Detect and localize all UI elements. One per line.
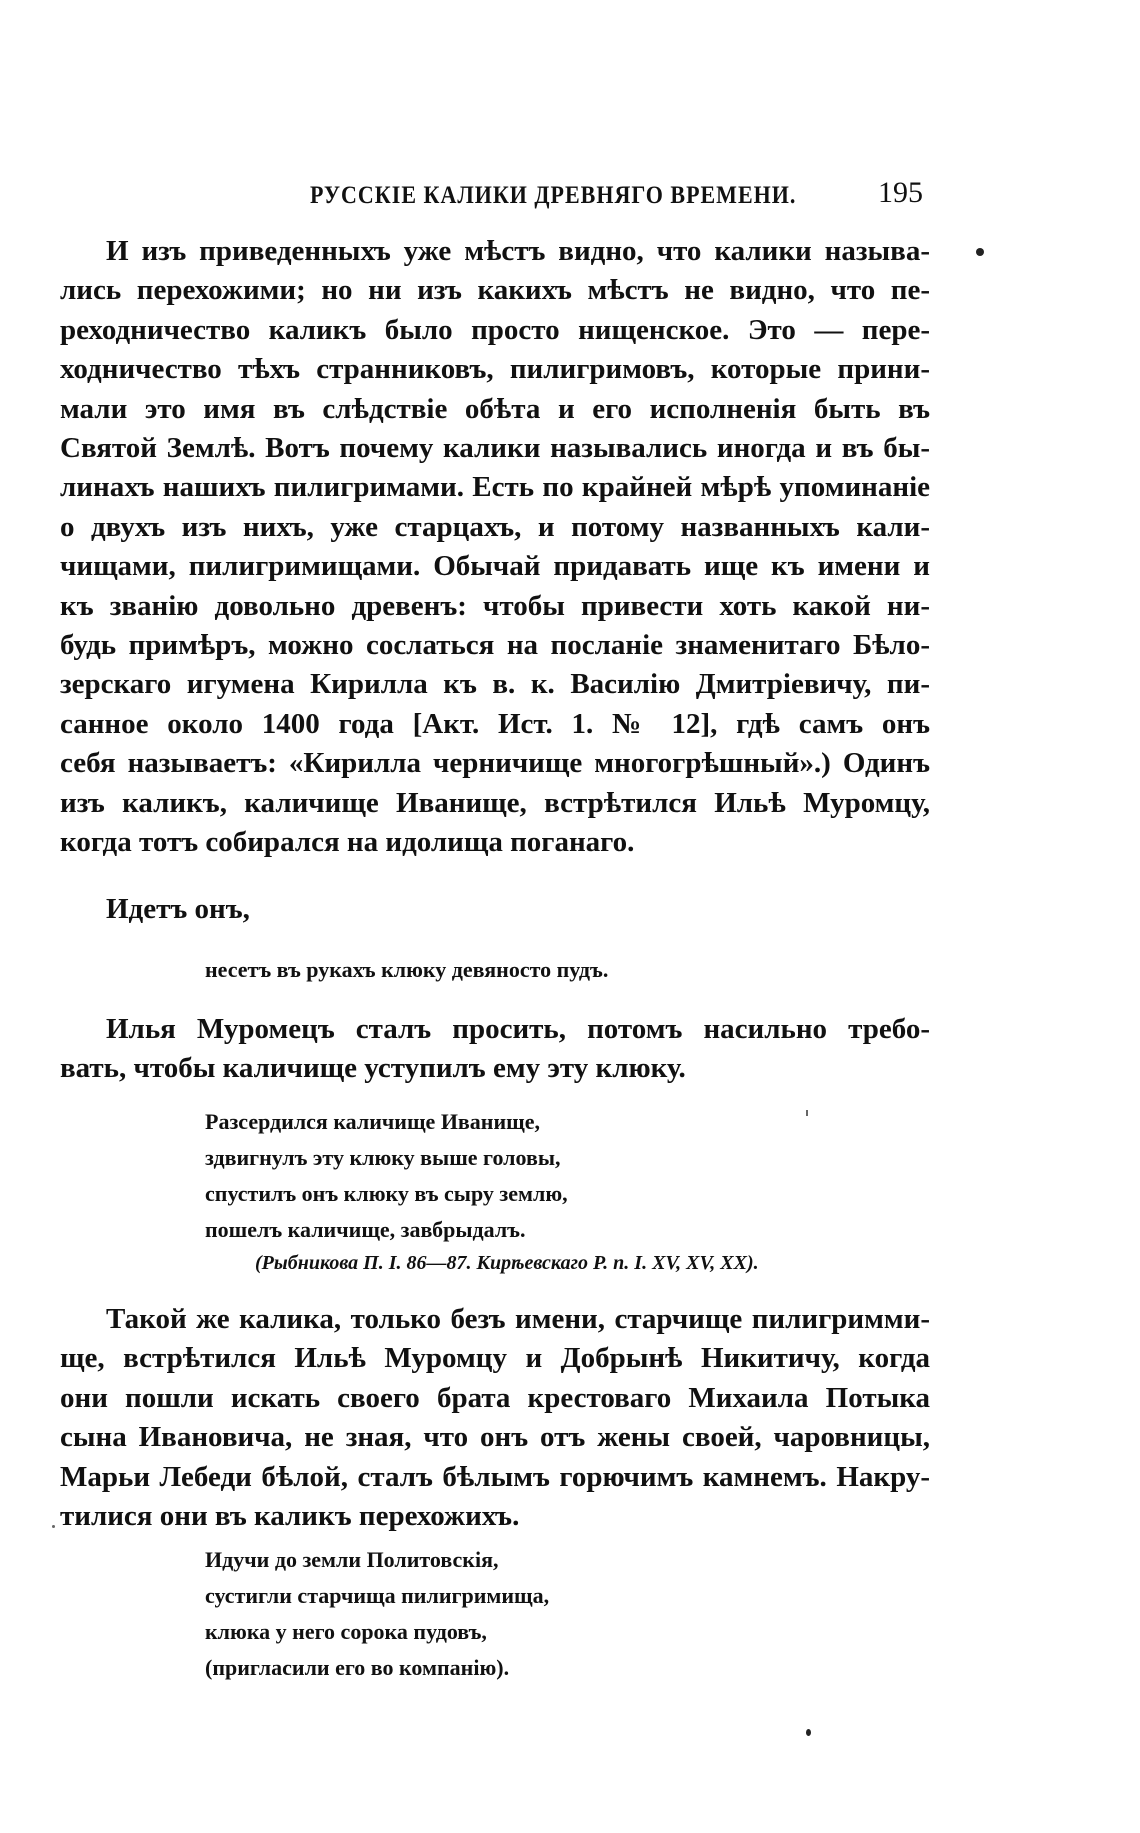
text-line: они пошли искать своего брата крестоваго Михаила Потыка <box>60 1381 930 1414</box>
text-line: къ званію довольно древенъ: чтобы привести хоть какой ни- <box>60 589 930 622</box>
text-line: чищами, пилигримищами. Обычай придавать ище къ имени и <box>60 550 930 583</box>
verse-line: несетъ въ рукахъ клюку девяносто пудъ. <box>205 957 609 982</box>
text-line: вать, чтобы каличище уступилъ ему эту клюку. <box>60 1052 686 1085</box>
verse-line: (пригласили его во компанію). <box>205 1655 510 1680</box>
text-line: Святой Землѣ. Вотъ почему калики назывались иногда и въ бы- <box>60 432 930 465</box>
verse-line: Идучи до земли Политовскія, <box>205 1547 499 1572</box>
verse-line: пошелъ каличище, завбрыдалъ. <box>205 1217 526 1242</box>
text-line: будь примѣръ, можно сослаться на посланіе знаменитаго Бѣло- <box>60 629 930 662</box>
verse-quote-1 <box>205 952 608 988</box>
text-line: Такой же калика, только безъ имени, старчище пилигримми- <box>106 1303 930 1335</box>
verse-line: спустилъ онъ клюку въ сыру землю, <box>205 1181 568 1206</box>
paragraph-4 <box>60 1300 930 1536</box>
paragraph-1 <box>60 232 930 863</box>
verse-quote-3 <box>205 1542 549 1686</box>
text-line: себя называетъ: «Кирилла черничище многогрѣшный».) Одинъ <box>60 747 930 780</box>
text-line: лись перехожими; но ни изъ какихъ мѣстъ не видно, что пе- <box>60 274 930 307</box>
verse-line: клюка у него сорока пудовъ, <box>205 1619 487 1644</box>
paragraph-3 <box>60 1010 930 1089</box>
text-line: реходничество каликъ было просто нищенское. Это — пере- <box>60 313 930 346</box>
text-line: тилися они въ каликъ перехожихъ. <box>60 1500 520 1533</box>
print-speck <box>806 1110 808 1116</box>
print-speck <box>976 248 984 256</box>
text-line: И изъ приведенныхъ уже мѣстъ видно, что калики называ- <box>106 235 930 267</box>
source-citation: (Рыбникова П. I. 86—87. Кирѣевскаго Р. п. I. XV, XV, XX). <box>255 1252 759 1274</box>
text-line: зерскаго игумена Кирилла къ в. к. Василію Дмитріевичу, пи- <box>60 668 930 701</box>
text-line: Идетъ онъ, <box>106 893 250 925</box>
text-line: санное около 1400 года [Акт. Ист. 1. № 12], гдѣ самъ онъ <box>60 707 930 740</box>
verse-line: сустигли старчища пилигримища, <box>205 1583 550 1608</box>
text-line: сына Ивановича, не зная, что онъ отъ жены своей, чаровницы, <box>60 1421 930 1454</box>
text-line: мали это имя въ слѣдствіе обѣта и его исполненія быть въ <box>60 392 930 425</box>
text-line: Илья Муромецъ сталъ просить, потомъ насильно требо- <box>106 1013 930 1045</box>
verse-quote-2 <box>205 1104 568 1248</box>
text-line: о двухъ изъ нихъ, уже старцахъ, и потому названныхъ кали- <box>60 510 930 543</box>
running-title: РУССКІЕ КАЛИКИ ДРЕВНЯГО ВРЕМЕНИ. <box>310 180 797 209</box>
verse-line: здвигнулъ эту клюку выше головы, <box>205 1145 561 1170</box>
text-line: Марьи Лебеди бѣлой, сталъ бѣлымъ горючимъ камнемъ. Накру- <box>60 1460 930 1493</box>
verse-line: Разсердился каличище Иванище, <box>205 1109 540 1134</box>
text-line: линахъ нашихъ пилигримами. Есть по крайней мѣрѣ упоминаніе <box>60 471 930 504</box>
page-number: 195 <box>878 176 923 209</box>
text-line: ще, встрѣтился Ильѣ Муромцу и Добрынѣ Никитичу, когда <box>60 1342 930 1375</box>
print-speck <box>52 1525 55 1528</box>
text-line: ходничество тѣхъ странниковъ, пилигримовъ, которые прини- <box>60 353 930 386</box>
print-speck <box>806 1729 811 1736</box>
text-line: когда тотъ собирался на идолища поганаго. <box>60 826 635 859</box>
paragraph-2 <box>106 890 250 929</box>
text-line: изъ каликъ, каличище Иванище, встрѣтился Ильѣ Муромцу, <box>60 786 930 819</box>
